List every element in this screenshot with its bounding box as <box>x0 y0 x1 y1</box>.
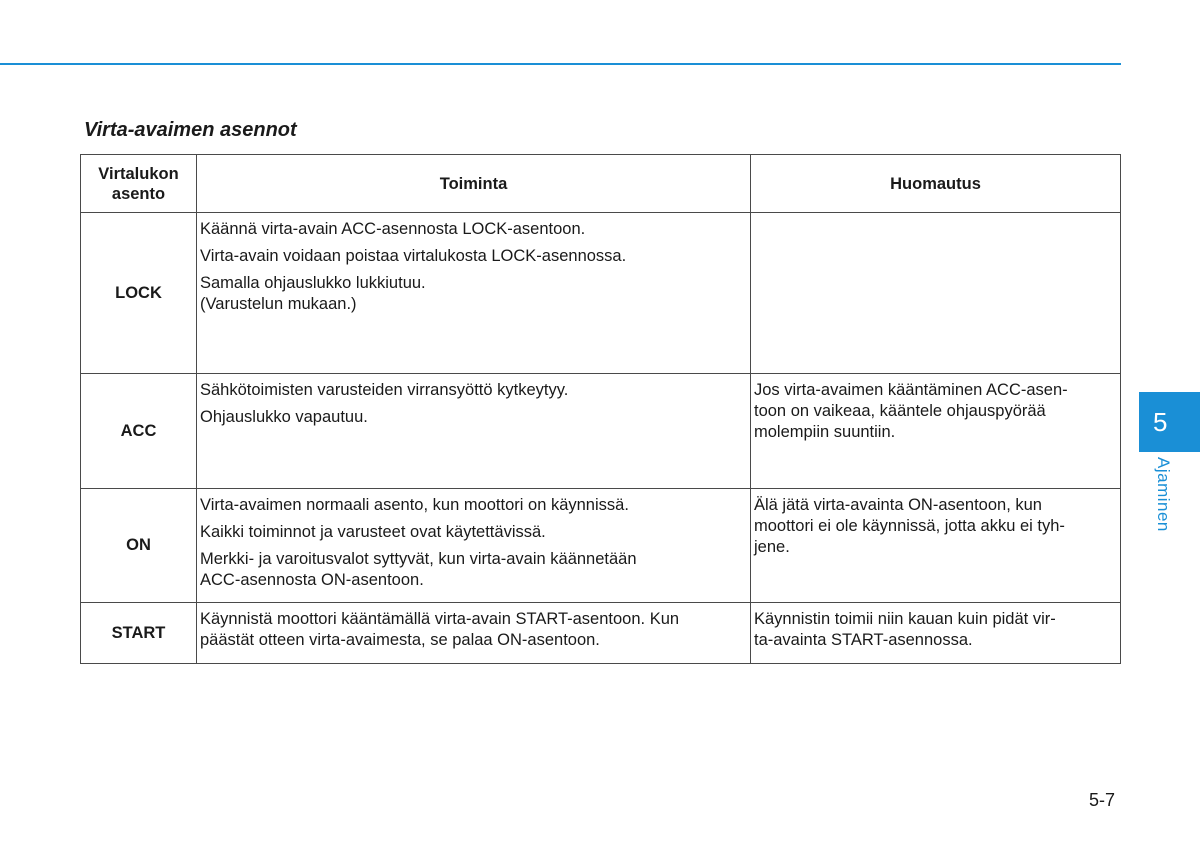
function-cell <box>197 374 751 489</box>
function-cell <box>197 213 751 374</box>
note-cell <box>751 489 1121 603</box>
function-line: Ohjauslukko vapautuu. <box>200 408 368 426</box>
note-cell <box>751 603 1121 664</box>
note-text: Käynnistin toimii niin kauan kuin pidät vir- ta-avainta START-asennossa. <box>754 610 1056 649</box>
table-row-acc <box>81 374 1121 489</box>
header-position: Virtalukon asento <box>81 155 197 213</box>
note-cell <box>751 374 1121 489</box>
table-row-lock <box>81 213 1121 374</box>
position-cell: START <box>81 603 197 664</box>
section-title: Virta-avaimen asennot <box>84 119 297 141</box>
position-cell: LOCK <box>81 213 197 374</box>
function-line: Virta-avaimen normaali asento, kun moottori on käynnissä. <box>200 496 629 514</box>
function-line: Merkki- ja varoitusvalot syttyvät, kun virta-avain käännetään ACC-asennosta ON-asentoon. <box>200 550 637 589</box>
chapter-number-tab: 5 <box>1139 392 1200 452</box>
function-cell <box>197 489 751 603</box>
chapter-label: Ajaminen <box>1154 457 1173 532</box>
function-line: Virta-avain voidaan poistaa virtalukosta LOCK-asennossa. <box>200 247 627 265</box>
table-row-on <box>81 489 1121 603</box>
position-cell: ON <box>81 489 197 603</box>
function-line: Käännä virta-avain ACC-asennosta LOCK-asentoon. <box>200 220 586 238</box>
table-row-start <box>81 603 1121 664</box>
table-header-row <box>81 155 1121 213</box>
page-number: 5-7 <box>1089 790 1116 810</box>
note-text: Jos virta-avaimen kääntäminen ACC-asen- toon on vaikeaa, kääntele ohjauspyörää molempiin suuntiin. <box>754 381 1068 441</box>
function-line: Käynnistä moottori kääntämällä virta-avain START-asentoon. Kun päästät otteen virta-avaimesta, se palaa ON-asentoon. <box>200 610 680 649</box>
header-function: Toiminta <box>197 155 751 213</box>
note-cell <box>751 213 1121 374</box>
function-line: Kaikki toiminnot ja varusteet ovat käytettävissä. <box>200 523 546 541</box>
function-line: Sähkötoimisten varusteiden virransyöttö kytkeytyy. <box>200 381 569 399</box>
header-note: Huomautus <box>751 155 1121 213</box>
function-line: Samalla ohjauslukko lukkiutuu. (Varustelun mukaan.) <box>200 274 426 313</box>
header-rule <box>0 63 1121 65</box>
function-cell <box>197 603 751 664</box>
key-positions-table <box>80 154 1121 664</box>
note-text: Älä jätä virta-avainta ON-asentoon, kun moottori ei ole käynnissä, jotta akku ei tyh- jene. <box>754 496 1065 556</box>
position-cell: ACC <box>81 374 197 489</box>
